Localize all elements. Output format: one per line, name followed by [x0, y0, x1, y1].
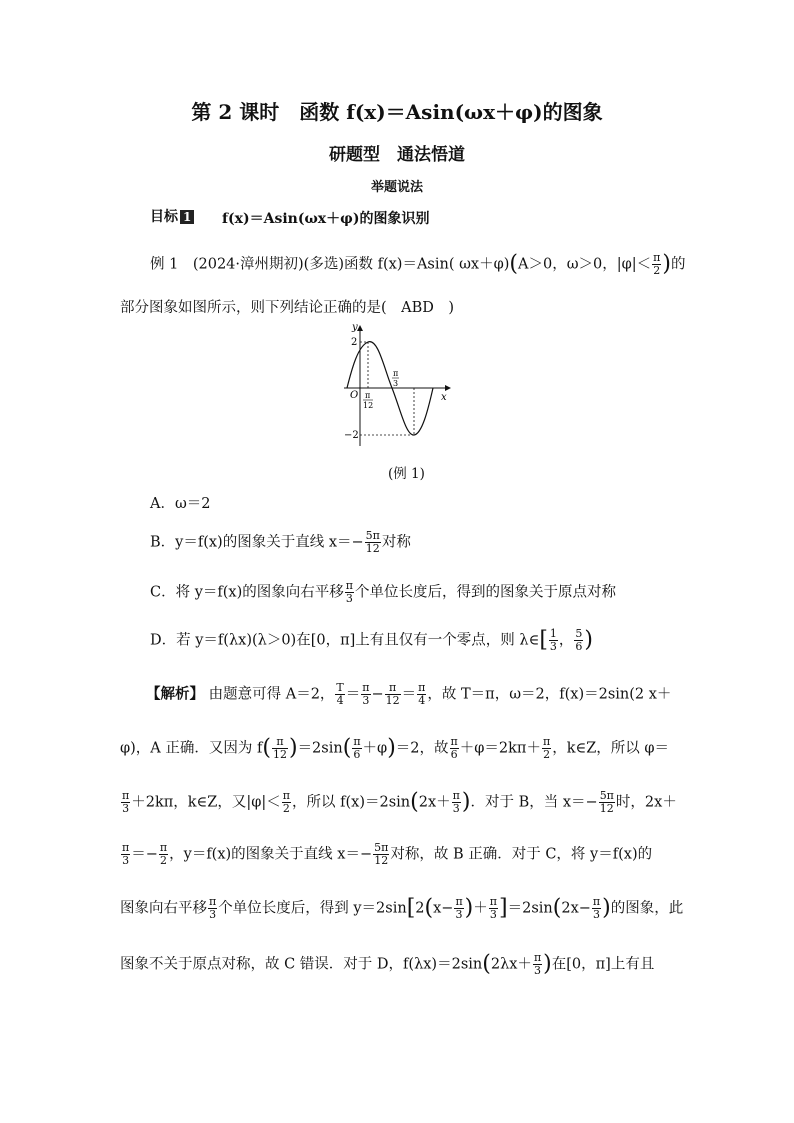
example-condition: A＞0，ω＞0，|φ|＜ [518, 256, 652, 273]
example-stem: 例 1 (2024·漳州期初)(多选)函数 f(x)＝Asin( ωx＋φ) [150, 256, 510, 273]
example-line-2: 部分图象如图所示，则下列结论正确的是( ABD ) [120, 300, 455, 316]
paren-open: ( [509, 251, 518, 277]
goal-badge-number: 1 [180, 210, 194, 224]
tick-pi-12-den: 12 [363, 401, 374, 410]
tick-pi-12-num: π [365, 391, 371, 400]
option-c: C．将 y＝f(x)的图象向右平移 $\frac{\pi}{3}$ 个单位长度后，得到的图象关于原点对称 [150, 579, 616, 605]
solution-line-6: 图象不关于原点对称，故 C 错误．对于 D，f(λx)＝2sin(2λx＋ $\frac{\pi}{3}$ )在[0，π]上有且 [120, 951, 655, 977]
tick-pi-3-num: π [393, 369, 399, 378]
y-label: y [352, 322, 358, 333]
solution-tag: 【解析】 [146, 685, 204, 703]
goal-badge [150, 206, 194, 226]
fraction: $\frac{\pi}{2}$ [653, 251, 661, 277]
solution-line-5: 图象向右平移 $\frac{\pi}{3}$ 个单位长度后，得到 y＝2sin[2(x− $\frac{\pi}{3}$ )＋ $\frac{\pi}{3}$ ]＝2sin(2x− $\frac{\pi}{3}$ )的图象，此 [120, 895, 684, 921]
goal-badge-label: 目标 [150, 209, 178, 225]
solution-line-2: φ)，A 正确．又因为 f( $\frac{\pi}{12}$ )＝2sin( $\frac{\pi}{6}$ ＋φ)＝2，故 $\frac{\pi}{6}$ ＋φ＝2kπ＋ $\frac{\pi}{2}$ ，k∈Z，所以 φ＝ [120, 735, 670, 761]
solution-line-4: $\frac{\pi}{3}$ ＝− $\frac{\pi}{2}$ ，y＝f(x)的图象关于直线 x＝− $\frac{5\pi}{12}$ 对称，故 B 正确．对于 C，将 y＝f(x)的 [122, 841, 653, 867]
origin-label: O [350, 390, 359, 401]
solution-line-1: 【解析】 由题意可得 A＝2， $\frac{T}{4}$ ＝ $\frac{\pi}{3}$ − $\frac{\pi}{12}$ ＝ $\frac{\pi}{4}$ ，故 T＝π，ω＝2，f(x)＝2sin(2 x＋ [146, 681, 672, 707]
sine-graph [330, 320, 460, 450]
paren-close: ) [662, 251, 671, 277]
option-d: D．若 y＝f(λx)(λ＞0)在[0，π]上有且仅有一个零点，则 λ∈[ $\frac{1}{3}$ ， $\frac{5}{6}$ ) [150, 627, 593, 653]
x-label: x [441, 392, 447, 403]
y-tick-2: 2 [351, 337, 358, 348]
y-tick-neg2: −2 [344, 430, 359, 441]
example-line-1 [150, 252, 686, 277]
option-b: B．y＝f(x)的图象关于直线 x＝− $\frac{5\pi}{12}$ 对称 [150, 529, 411, 555]
option-a: A．ω＝2 [150, 496, 211, 512]
goal-title: f(x)＝Asin(ωx＋φ)的图象识别 [222, 211, 430, 227]
section-heading: 举题说法 [370, 180, 423, 195]
solution-line-3: $\frac{\pi}{3}$ ＋2kπ，k∈Z，又|φ|＜ $\frac{\pi}{2}$ ，所以 f(x)＝2sin(2x＋ $\frac{\pi}{3}$ )．对于 B，当 x＝− $\frac{5\pi}{12}$ 时，2x＋ [122, 789, 677, 815]
section-subtitle: 研题型 通法悟道 [329, 145, 465, 165]
tick-pi-3-den: 3 [393, 379, 399, 388]
figure-caption: (例 1) [388, 466, 425, 482]
page-title: 第 2 课时 函数 f(x)＝Asin(ωx＋φ)的图象 [191, 100, 603, 124]
example-suffix: 的 [671, 256, 686, 273]
